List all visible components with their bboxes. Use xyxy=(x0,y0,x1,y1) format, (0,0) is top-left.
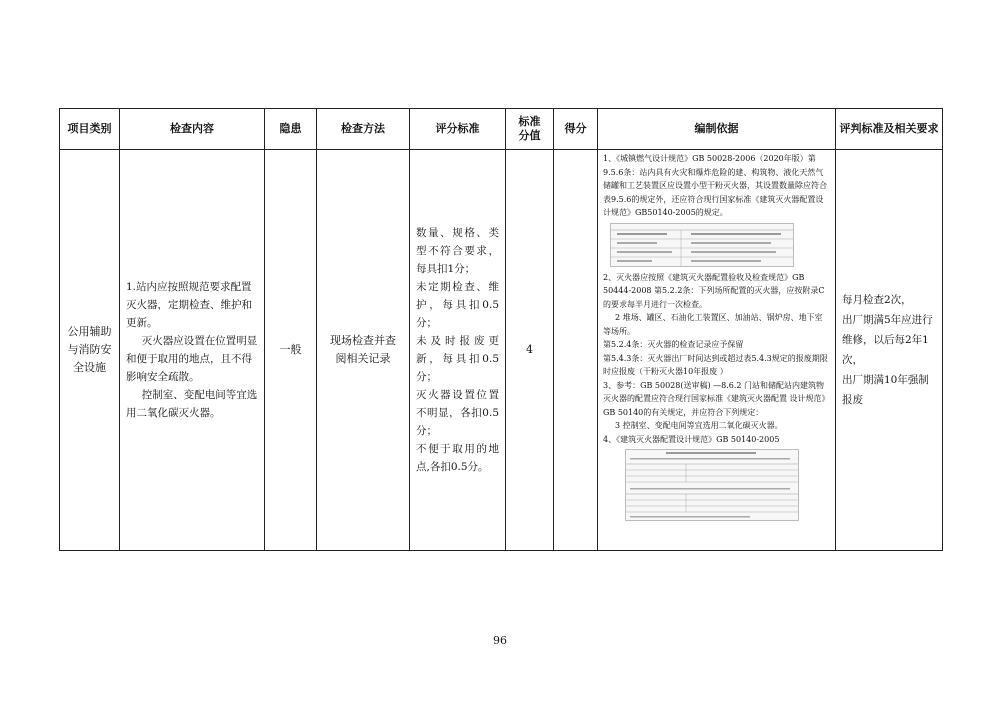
inspection-table xyxy=(59,108,943,551)
scoring-item: 灭火器设置位置不明显，各扣0.5分； xyxy=(416,389,499,437)
table-header-row xyxy=(60,109,943,150)
header-standard-score: 标准分值 xyxy=(506,109,554,150)
requirement-item: 出厂期满5年应进行维修，以后每2年1次， xyxy=(842,314,933,366)
header-method: 检查方法 xyxy=(317,109,410,150)
category-text: 公用辅助与消防安全设施 xyxy=(67,325,112,374)
embedded-table-image xyxy=(610,223,794,267)
basis-cell xyxy=(598,150,836,551)
basis-item: 4、《建筑灭火器配置设计规范》GB 50140-2005 xyxy=(603,434,780,444)
header-category: 项目类别 xyxy=(60,109,120,150)
content-item: 控制室、变配电间等宜选用二氧化碳灭火器。 xyxy=(126,389,258,419)
header-basis: 编制依据 xyxy=(598,109,836,150)
method-cell xyxy=(317,150,410,551)
hazard-text: 一般 xyxy=(279,343,302,356)
standard-score-cell xyxy=(506,150,554,551)
score-cell xyxy=(554,150,598,551)
basis-item: 2 堆场、罐区、石油化工装置区、加油站、锅炉房、地下室等场所。 xyxy=(603,313,823,336)
content-item: 灭火器应设置在位置明显和便于取用的地点，且不得影响安全疏散。 xyxy=(126,335,258,383)
scoring-item: 数量、规格、类型不符合要求，每具扣1分； xyxy=(416,227,499,275)
page-number: 96 xyxy=(493,634,507,647)
embedded-table-image xyxy=(625,449,799,521)
hazard-cell xyxy=(265,150,317,551)
basis-item: 2、灭火器应按照《建筑灭火器配置验收及检查规范》GB 50444-2008 第5.2.2条：下列场所配置的灭火器，应按附录C的要求每半月进行一次检查。 xyxy=(603,272,825,309)
basis-item: 第5.4.3条：灭火器出厂时间达到或超过表5.4.3规定的报废期限时应报废（干粉灭火器10年报废 ） xyxy=(603,353,828,376)
scoring-item: 未定期检查、维护，每具扣0.5分； xyxy=(416,281,499,329)
table-row xyxy=(60,150,943,551)
scoring-item: 不便于取用的地点,各扣0.5分。 xyxy=(416,443,499,473)
method-text: 现场检查并查阅相关记录 xyxy=(330,334,396,365)
content-item: 1.站内应按照规范要求配置灭火器，定期检查、维护和更新。 xyxy=(126,281,252,329)
standard-score-value: 4 xyxy=(526,343,533,356)
scoring-cell xyxy=(410,150,506,551)
content-cell xyxy=(120,150,265,551)
requirement-item: 出厂期满10年强制报废 xyxy=(842,374,929,406)
header-content: 检查内容 xyxy=(120,109,265,150)
basis-item: 第5.2.4条：灭火器的检查记录应予保留 xyxy=(603,340,744,349)
basis-item: 3、参考：GB 50028(送审稿) —8.6.2 门站和储配站内建筑物灭火器的配置应符合现行国家标准《建筑灭火器配置 设计规范》GB 50140的有关规定，并应符合下列规定： xyxy=(603,380,830,417)
header-score: 得分 xyxy=(554,109,598,150)
category-cell xyxy=(60,150,120,551)
header-hazard: 隐患 xyxy=(265,109,317,150)
requirements-cell xyxy=(836,150,943,551)
header-scoring: 评分标准 xyxy=(410,109,506,150)
header-requirements: 评判标准及相关要求 xyxy=(836,109,943,150)
scoring-item: 未及时报废更新，每具扣0.5分； xyxy=(416,335,499,383)
requirement-item: 每月检查2次， xyxy=(842,294,912,306)
basis-item: 3 控制室、变配电间等宜选用二氧化碳灭火器。 xyxy=(615,421,783,430)
basis-item: 1、《城镇燃气设计规范》GB 50028-2006（2020年版）第9.5.6条：站内具有火灾和爆炸危险的建、构筑物、液化天然气储罐和工艺装置区应设置小型干粉灭火器，其设置数量除应符合表9.5.6的规定外，还应符合现行国家标准《建筑灭火器配置设计规范》GB50140-2005的规定。 xyxy=(603,154,827,217)
